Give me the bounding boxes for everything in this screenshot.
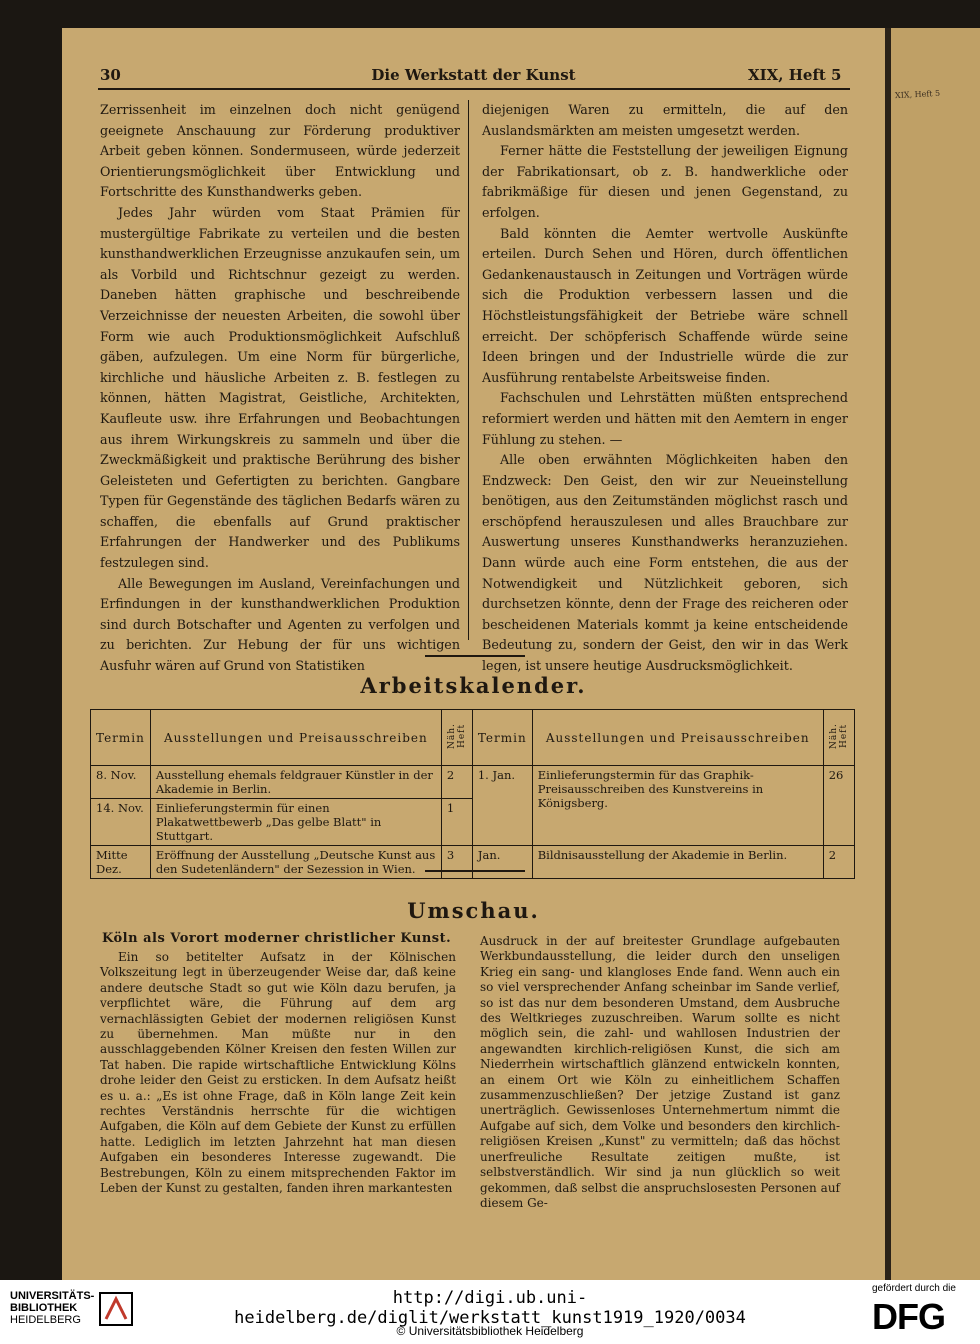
heft-cell: 3: [441, 846, 472, 879]
item-cell: Einlieferungstermin für das Graphik-Preisausschreiben des Kunstvereins in Königsberg.: [532, 766, 823, 846]
heft-cell: 26: [823, 766, 854, 846]
header-rule: [98, 88, 850, 90]
heft-cell: 2: [823, 846, 854, 879]
adjacent-page-side-label: XIX, Heft 5: [894, 88, 941, 101]
paragraph: Alle oben erwähnten Möglichkeiten haben den Endzweck: Den Geist, den wir zur Neueinstellung benötigen, aus den Zeitumständen möglichst rasch und erschöpfend herauszulesen und alles Brauchbare zur Auswertung unseres Kunsthandwerks heranzuziehen. Dann würde auch eine Form entstehen, die aus der Notwendigkeit und Nützlichkeit geboren, sich durchsetzen könnte, denn der Frage des reicheren oder bescheidenen Materials kommt ja keine entscheidende Bedeutung zu, sondern der Geist, den wir in das Werk legen, ist unsere heutige Ausdrucksmöglichkeit.: [482, 452, 848, 674]
paragraph: Ferner hätte die Feststellung der jeweiligen Eignung der Fabrikationsart, ob z. B. handwerkliche oder fabrikmäßige für diesen und jenen Gegenstand, zu erfolgen.: [482, 143, 848, 220]
umschau-right-column: [480, 934, 840, 1211]
running-title: Die Werkstatt der Kunst: [371, 66, 576, 84]
item-cell: Einlieferungstermin für einen Plakatwettbewerb „Das gelbe Blatt" in Stuttgart.: [150, 799, 441, 846]
article-title: Köln als Vorort moderner christlicher Kunst.: [102, 931, 452, 946]
paragraph: Jedes Jahr würden vom Staat Prämien für mustergültige Fabrikate zu verteilen und die besten kunsthandwerklichen Erzeugnisse anzukaufen sein, um als Vorbild und Richtschnur gezeigt zu werden. Daneben hätten graphische und beschreibende Verzeichnisse der neuesten Arbeiten, die sowohl über Form wie auch Produktionsmöglichkeit Aufschluß gäben, aufzulegen. Um eine Norm für bürgerliche, kirchliche und häusliche Arbeiten z. B. festlegen zu können, hätten Magistrat, Geistliche, Architekten, Kaufleute usw. ihre Erfahrungen und Beobachtungen aus ihrem Wirkungskreis zu sammeln und über die Zweckmäßigkeit und praktische Berührung des bisher Geleisteten und Gefertigten zu berichten. Gangbare Typen für Gegenstände des täglichen Bedarfs wären zu schaffen, die ebenfalls auf Grund praktischer Erfahrungen der Handwerker und des Publikums festzulegen sind.: [100, 204, 460, 571]
upper-right-column: [482, 100, 848, 677]
items-header: Ausstellungen und Preisausschreiben: [532, 710, 823, 766]
calendar-table: [90, 709, 855, 879]
termin-cell: 1. Jan.: [472, 766, 532, 846]
termin-header: Termin: [472, 710, 532, 766]
calendar-title: Arbeitskalender.: [360, 673, 587, 698]
heft-cell: 1: [441, 799, 472, 846]
section-rule: [425, 870, 525, 872]
column-divider: [468, 100, 469, 640]
section-rule: [425, 655, 525, 657]
paragraph: Bald könnten die Aemter wertvolle Auskünfte erteilen. Durch Sehen und Hören, durch öffentlichen Gedankenaustausch in Zeitungen und Vorträgen würde sich die Produktion verbessern lassen und die Höchstleistungsfähigkeit der Betriebe wäre schnell erreicht. Der schöpferisch Schaffende würde seine Ideen bringen und der Industrielle würde die zur Ausführung rentabelste Arbeitsweise finden.: [482, 225, 848, 385]
termin-header: Termin: [91, 710, 151, 766]
item-cell: Ausstellung ehemals feldgrauer Künstler in der Akademie in Berlin.: [150, 766, 441, 799]
umschau-left-column: [100, 950, 456, 1197]
paragraph: Zerrissenheit im einzelnen doch nicht genügend geeignete Anschauung zur Förderung produktiver Arbeit geben können. Sondermuseen, würde jederzeit Orientierungsmöglichkeit über Entwicklung und Fortschritte des Kunsthandwerks geben.: [100, 102, 460, 200]
items-header: Ausstellungen und Preisausschreiben: [150, 710, 441, 766]
item-cell: Bildnisausstellung der Akademie in Berlin.: [532, 846, 823, 879]
item-cell: Eröffnung der Ausstellung „Deutsche Kunst aus den Sudetenländern" der Sezession in Wien.: [150, 846, 441, 879]
source-url[interactable]: http://digi.ub.uni-heidelberg.de/diglit/werkstatt_kunst1919_1920/0034: [234, 1288, 746, 1328]
heft-header: Näh. Heft: [441, 710, 472, 766]
library-name: UNIVERSITÄTS- BIBLIOTHEK HEIDELBERG: [10, 1290, 95, 1326]
copyright: © Universitätsbibliothek Heidelberg: [396, 1324, 584, 1338]
paragraph: Fachschulen und Lehrstätten müßten entsprechend reformiert werden und hätten mit den Aemtern in enger Fühlung zu stehen. —: [482, 390, 848, 447]
volume-label: XIX, Heft 5: [748, 66, 842, 84]
umschau-title: Umschau.: [407, 898, 540, 923]
heft-cell: 2: [441, 766, 472, 799]
library-logo-icon: [98, 1291, 134, 1327]
dfg-logo: DFG: [872, 1296, 945, 1337]
termin-cell: 8. Nov.: [91, 766, 151, 799]
paragraph: Ausdruck in der auf breitester Grundlage aufgebauten Werkbundausstellung, die leider durch den unseligen Krieg ein sang- und klangloses Ende fand. Wenn auch ein so viel versprechender Anfang scheinbar im Sande verlief, so ist das nur dem besonderen Umstand, dem Ausbruche des Weltkrieges zuzuschreiben. Warum sollte es nicht möglich sein, die zahl- und wahllosen Industrien der angewandten kirchlich-religiösen Kunst, die sich am Niederrhein wirtschaftlich glänzend entwickeln konnten, an einem Ort wie Köln zu einheitlichem Schaffen zusammenzuschließen? Der jetzige Zustand ist ganz unerträglich. Gewissenloses Unternehmertum nimmt die Aufgabe auf sich, dem Volke und besonders den kirchlich-religiösen Kreisen „Kunst" zu vermitteln; daß das höchst unerfreuliche Resultate zeitigen mußte, ist selbstverständlich. Wir sind ja nun glücklich so weit gekommen, daß selbst die anspruchslosesten Personen auf diesem Ge-: [480, 934, 840, 1210]
paragraph: diejenigen Waren zu ermitteln, die auf den Auslandsmärkten am meisten umgesetzt werden.: [482, 102, 848, 138]
termin-cell: Jan.: [472, 846, 532, 879]
paragraph: Alle Bewegungen im Ausland, Vereinfachungen und Erfindungen in der kunsthandwerklichen Produktion sind durch Botschafter und Agenten zu verfolgen und zu berichten. Zur Hebung der für uns wichtigen Ausfuhr wären auf Grund von Statistiken: [100, 575, 460, 674]
adjacent-page: [891, 28, 980, 1316]
paragraph: Ein so betitelter Aufsatz in der Kölnischen Volkszeitung legt in überzeugender Weise dar, daß keine andere deutsche Stadt so gut wie Köln dazu berufen, ja verpflichtet wäre, die Führung auf dem arg vernachlässigten Gebiet der modernen religiösen Kunst zu übernehmen. Man müßte nur in den ausschlaggebenden Kölner Kreisen den festen Willen zur Tat haben. Die rapide wirtschaftliche Entwicklung Kölns drohe leider den Geist zu ersticken. In dem Aufsatz heißt es u. a.: „Es ist ohne Frage, daß in Köln lange Zeit kein rechtes Verständnis herrschte für die wichtigen Aufgaben, die Köln auf dem Gebiete der Kunst zu erfüllen hatte. Lediglich im letzten Jahrzehnt hat man diesen Aufgaben ein besonderes Interesse zugewandt. Die Bestrebungen, Köln zu einem mitsprechenden Faktor im Leben der Kunst zu gestalten, fanden ihren markantesten: [100, 950, 456, 1196]
page-number: 30: [100, 66, 121, 84]
heft-header: Näh. Heft: [823, 710, 854, 766]
termin-cell: Mitte Dez.: [91, 846, 151, 879]
upper-left-column: [100, 100, 460, 677]
funder-label: gefördert durch die: [872, 1283, 956, 1294]
termin-cell: 14. Nov.: [91, 799, 151, 846]
